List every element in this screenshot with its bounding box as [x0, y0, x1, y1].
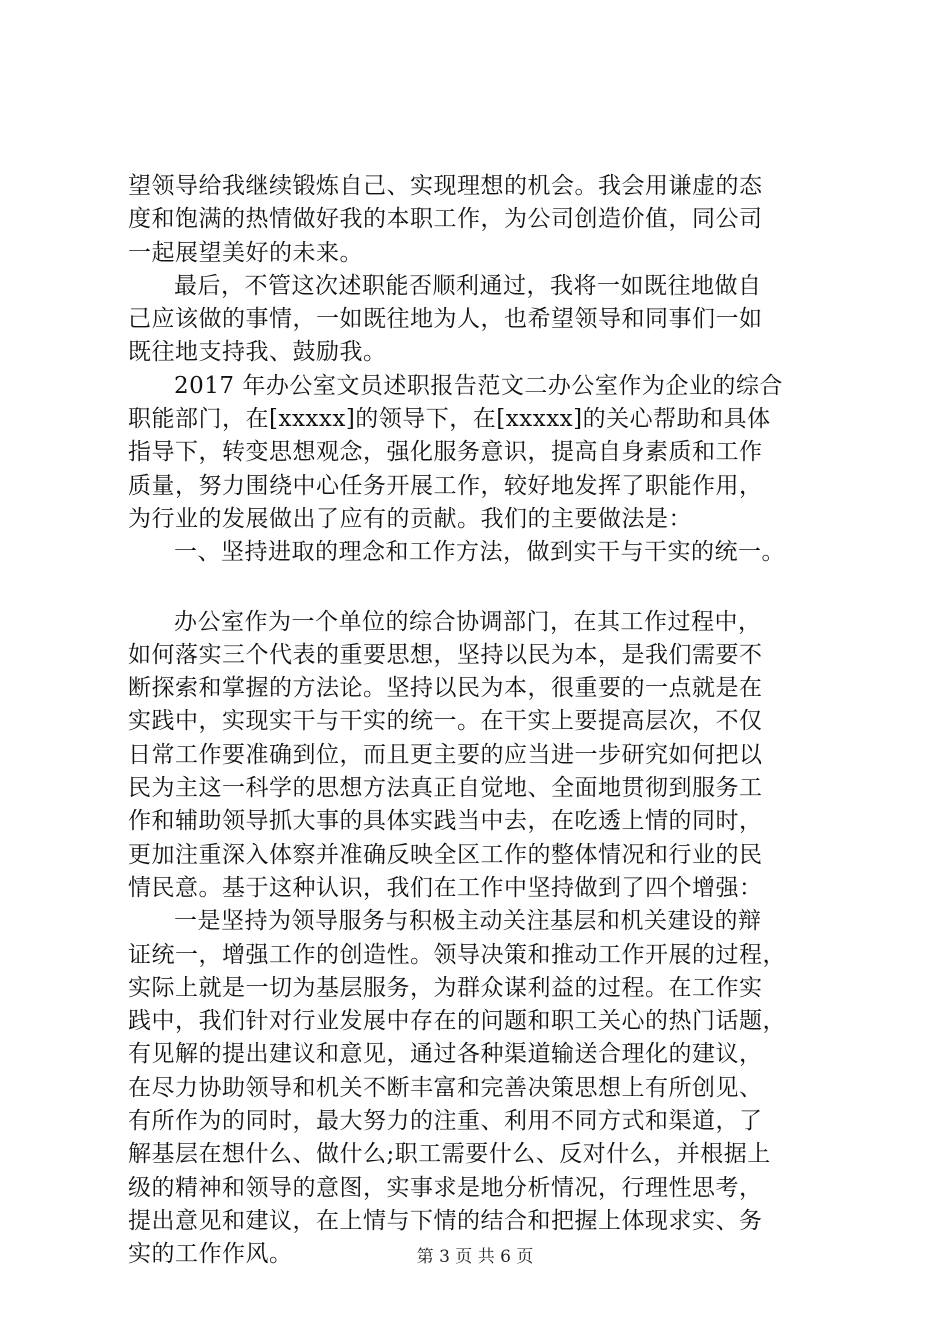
text-line: 证统一，增强工作的创造性。领导决策和推动工作开展的过程，: [128, 941, 786, 968]
text-line: 民为主这一科学的思想方法真正自觉地、全面地贯彻到服务工: [128, 775, 763, 802]
text-line: 在尽力协助领导和机关不断丰富和完善决策思想上有所创见、: [128, 1074, 763, 1101]
text-line: 质量，努力围绕中心任务开展工作，较好地发挥了职能作用，: [128, 472, 763, 499]
section-heading: [128, 536, 828, 569]
text-line: 解基层在想什么、做什么;职工需要什么、反对什么，并根据上: [128, 1141, 771, 1168]
paragraph-1: [128, 170, 828, 270]
text-line: 实际上就是一切为基层服务，为群众谋利益的过程。在工作实: [128, 974, 763, 1001]
text-line: 作和辅助领导抓大事的具体实践当中去，在吃透上情的同时，: [128, 808, 763, 835]
text-line: 有见解的提出建议和意见，通过各种渠道输送合理化的建议，: [128, 1041, 763, 1068]
text-line: 为行业的发展做出了应有的贡献。我们的主要做法是：: [128, 505, 692, 532]
text-line: 如何落实三个代表的重要思想，坚持以民为本，是我们需要不: [128, 641, 763, 668]
text-line: 更加注重深入体察并准确反映全区工作的整体情况和行业的民: [128, 841, 763, 868]
paragraph-5: [128, 905, 828, 1271]
text-line: 实践中，实现实干与干实的统一。在干实上要提高层次，不仅: [128, 708, 763, 735]
text-line: 指导下，转变思想观念，强化服务意识，提高自身素质和工作: [128, 439, 763, 466]
text-line: 实的工作作风。: [128, 1241, 293, 1268]
text-line: 提出意见和建议，在上情与下情的结合和把握上体现求实、务: [128, 1207, 763, 1234]
text-line: 一起展望美好的未来。: [128, 239, 363, 266]
text-line: 既往地支持我、鼓励我。: [128, 339, 387, 366]
text-line: 一、坚持进取的理念和工作方法，做到实干与干实的统一。: [174, 539, 785, 566]
blank-gap: [128, 570, 828, 606]
paragraph-4: [128, 606, 828, 906]
text-line: 断探索和掌握的方法论。坚持以民为本，很重要的一点就是在: [128, 675, 763, 702]
text-line: 最后，不管这次述职能否顺利通过，我将一如既往地做自: [174, 272, 762, 299]
text-line: 有所作为的同时，最大努力的注重、利用不同方式和渠道，了: [128, 1108, 763, 1135]
paragraph-2: [128, 270, 828, 370]
text-line: 职能部门，在[xxxxx]的领导下，在[xxxxx]的关心帮助和具体: [128, 406, 771, 433]
document-body: [128, 170, 828, 1272]
text-line: 践中，我们针对行业发展中存在的问题和职工关心的热门话题，: [128, 1008, 786, 1035]
text-line: 办公室作为一个单位的综合协调部门，在其工作过程中，: [174, 608, 762, 635]
text-line: 级的精神和领导的意图，实事求是地分析情况，行理性思考，: [128, 1174, 763, 1201]
text-line: 2017 年办公室文员述职报告范文二办公室作为企业的综合: [174, 372, 783, 399]
text-line: 己应该做的事情，一如既往地为人，也希望领导和同事们一如: [128, 306, 763, 333]
text-line: 情民意。基于这种认识，我们在工作中坚持做到了四个增强：: [128, 874, 763, 901]
text-line: 度和饱满的热情做好我的本职工作，为公司创造价值，同公司: [128, 206, 763, 233]
page-number-footer: 第 3 页 共 6 页: [416, 1247, 534, 1267]
paragraph-3: [128, 370, 828, 536]
text-line: 日常工作要准确到位，而且更主要的应当进一步研究如何把以: [128, 741, 763, 768]
text-line: 望领导给我继续锻炼自己、实现理想的机会。我会用谦虚的态: [128, 173, 763, 199]
text-line: 一是坚持为领导服务与积极主动关注基层和机关建设的辩: [174, 908, 762, 935]
